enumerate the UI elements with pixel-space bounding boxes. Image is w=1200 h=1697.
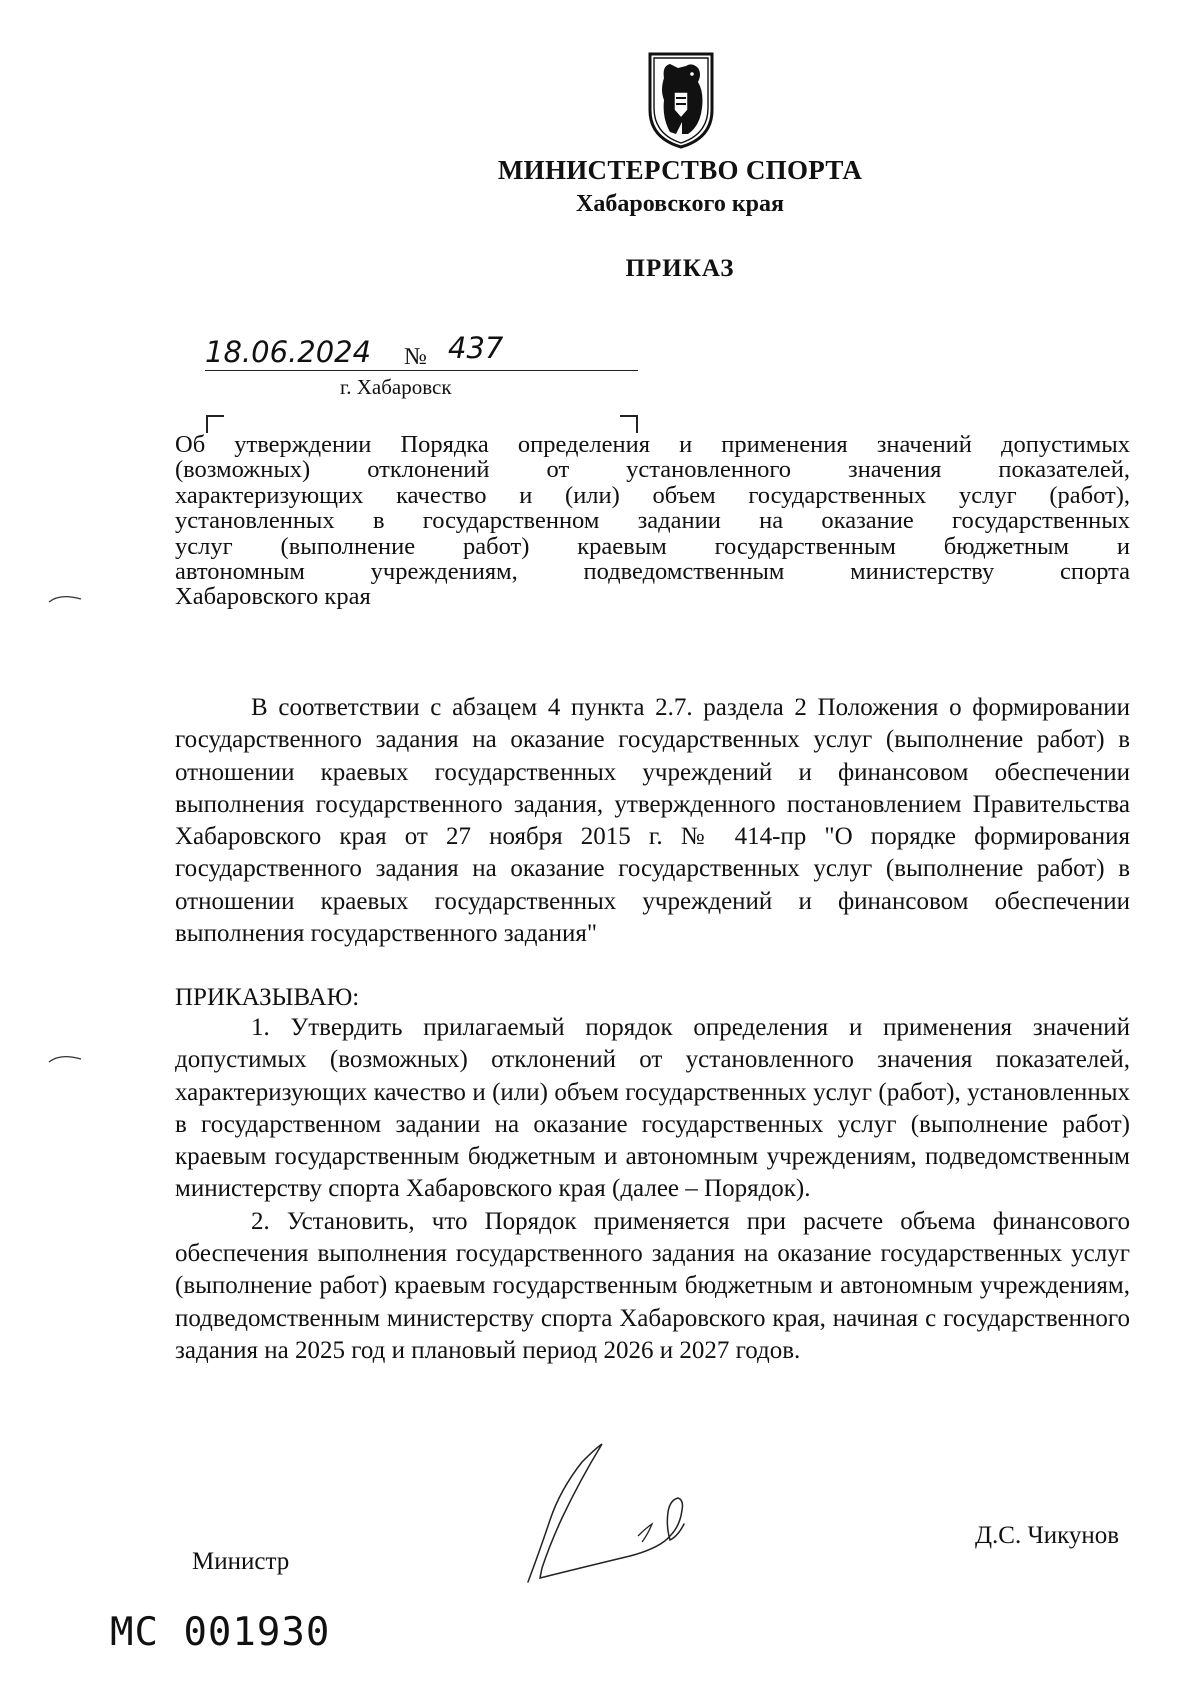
subject-line: услуг (выполнение работ) краевым государственным бюджетным и xyxy=(175,532,1130,560)
subject-line: (возможных) отклонений от установленного значения показателей, xyxy=(175,456,1130,484)
order-number: 437 xyxy=(448,331,504,365)
order-subject xyxy=(175,432,1130,610)
region-name: Хабаровского края xyxy=(576,191,784,217)
order-date: 18.06.2024 xyxy=(205,335,372,369)
order-word: ПРИКАЗЫВАЮ: xyxy=(175,984,360,1011)
registration-underline xyxy=(205,370,638,371)
subject-line: Хабаровского края xyxy=(175,583,371,611)
preamble-paragraph: В соответствии с абзацем 4 пункта 2.7. раздела 2 Положения о формировании государственного задания на оказание государственных услуг (выполнение работ) в отношении краевых государственных учреждений и финансовом обеспечении выполнения государственного задания, утвержденного постановлением Правительства Хабаровского края от 27 ноября 2015 г. № 414-пр "О порядке формирования государственного задания на оказание государственных услуг (выполнение работ) в отношении краевых государственных учреждений и финансовом обеспечении выполнения государственного задания" xyxy=(175,694,1130,948)
subject-line: характеризующих качество и (или) объем государственных услуг (работ), xyxy=(175,481,1130,509)
signatory-title: Министр xyxy=(192,1548,290,1575)
order-item-2: 2. Установить, что Порядок применяется при расчете объема финансового обеспечения выполнения государственного задания на оказание государственных услуг (выполнение работ) краевым государственным бюджетным и автономным учреждениям, подведомственным министерству спорта Хабаровского края, начиная с государственного задания на 2025 год и плановый период 2026 и 2027 годов. xyxy=(175,1207,1130,1364)
preamble-block xyxy=(175,692,1130,950)
subject-line: установленных в государственном задании на оказание государственных xyxy=(175,507,1130,535)
order-item-1: 1. Утвердить прилагаемый порядок определения и применения значений допустимых (возможных) отклонений от установленного значения показателей, характеризующих качество и (или) объем государственных услуг (работ), установленных в государственном задании на оказание государственных услуг (выполнение работ) краевым государственным бюджетным и автономным учреждениям, подведомственным министерству спорта Хабаровского края (далее – Порядок). xyxy=(175,1014,1130,1203)
ministry-name: МИНИСТЕРСТВО СПОРТА xyxy=(497,155,863,185)
order-items xyxy=(175,1012,1130,1367)
handwritten-signature xyxy=(520,1440,750,1590)
subject-line: Об утверждении Порядка определения и применения значений допустимых xyxy=(175,431,1130,458)
scan-mark xyxy=(48,593,82,603)
coat-of-arms-icon xyxy=(640,48,722,150)
scan-mark xyxy=(48,1053,82,1063)
city: г. Хабаровск xyxy=(340,375,452,399)
order-word-block xyxy=(175,982,1130,1014)
document-type: ПРИКАЗ xyxy=(625,255,735,282)
number-sign: № xyxy=(404,344,427,370)
signatory-name: Д.С. Чикунов xyxy=(975,1522,1120,1549)
subject-line: автономным учреждениям, подведомственным министерству спорта xyxy=(175,558,1130,586)
document-code: МС 001930 xyxy=(110,1610,331,1655)
